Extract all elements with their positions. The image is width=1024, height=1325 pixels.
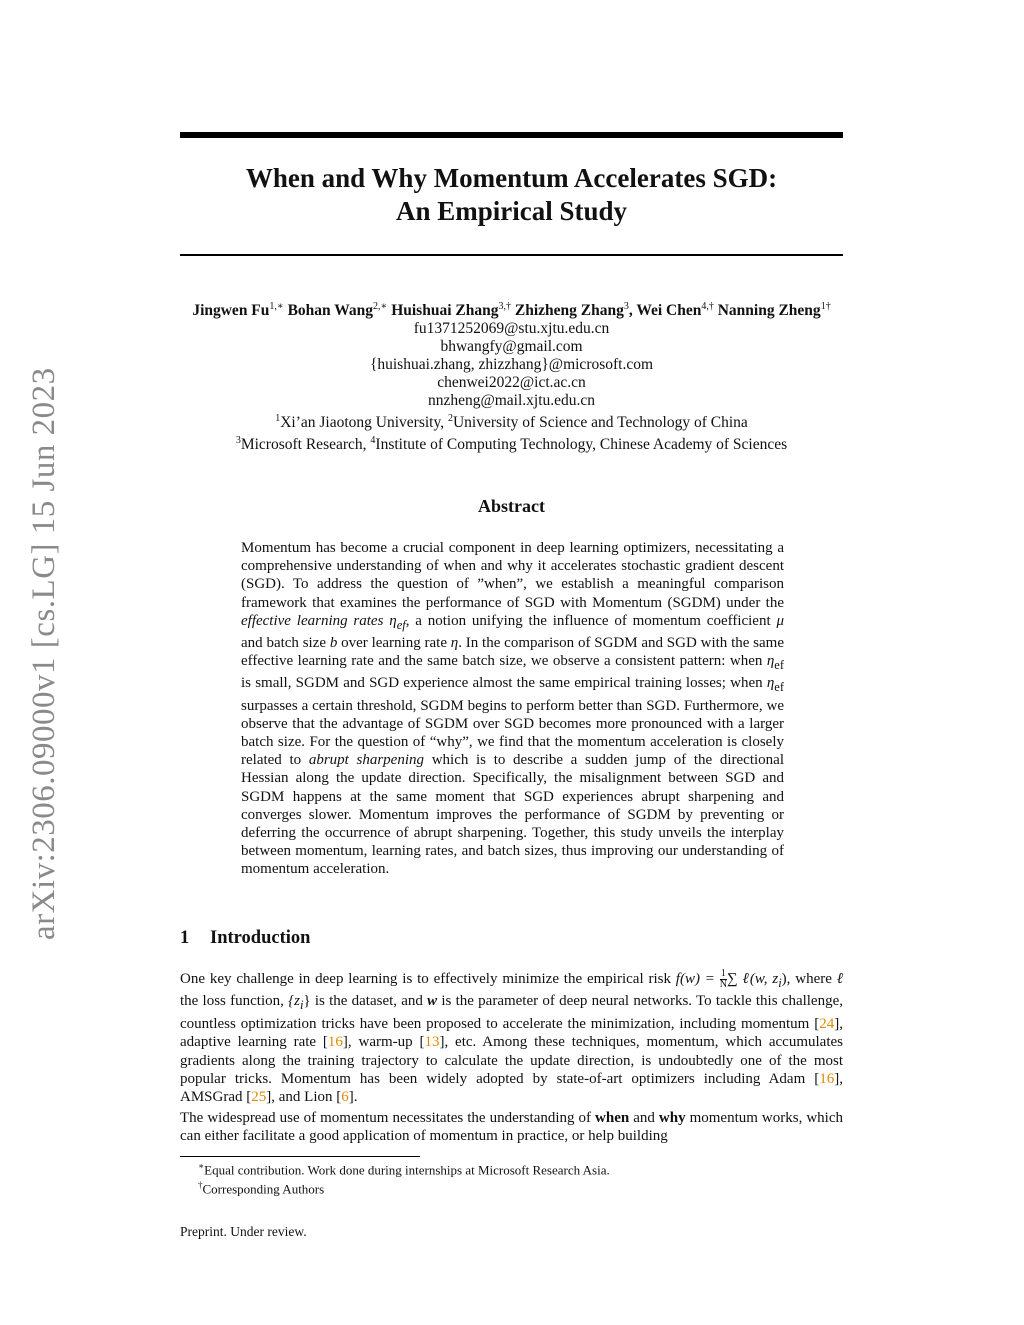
intro-p2-b: and: [629, 1110, 659, 1126]
abstract-part-4: over learning rate: [337, 635, 451, 652]
section-number: 1: [180, 928, 190, 948]
footnote-rule: [180, 1156, 420, 1157]
one-over-n-fraction: [720, 969, 727, 990]
eta-ef-1: η: [766, 653, 775, 670]
risk-formula-sum: ∑ ℓ(w, z: [727, 970, 779, 987]
affiliation-2: University of Science and Technology of China: [452, 414, 748, 432]
author-4-sup: 3: [623, 301, 629, 312]
paper-title: [180, 162, 843, 228]
frac-denominator: N: [719, 979, 727, 990]
citation-13[interactable]: 13: [424, 1034, 440, 1051]
intro-p1-j: ].: [348, 1089, 358, 1106]
arxiv-stamp: arXiv:2306.09000v1 [cs.LG] 15 Jun 2023: [26, 367, 62, 940]
aff-1-sup: 1: [275, 413, 281, 425]
dataset-set-end: }: [303, 993, 311, 1010]
citation-25[interactable]: 25: [251, 1089, 267, 1106]
email-2[interactable]: bhwangfy@gmail.com: [440, 338, 583, 356]
email-1[interactable]: fu1371252069@stu.xjtu.edu.cn: [413, 320, 610, 338]
risk-formula-sub: i: [778, 975, 782, 990]
citation-6[interactable]: 6: [341, 1089, 349, 1106]
intro-p1-h: ], AMSGrad [: [180, 1070, 843, 1106]
author-5: Wei Chen: [636, 302, 702, 320]
intro-p1-g: ], etc. Among these techniques, momentum, which accumulates gradients along the training trajectory to calculate the update direction, is undoubtedly one of the most popular tricks. Momentum has been widely adopted by state-of-art optimizers including Adam [: [180, 1034, 843, 1087]
abstract-part-5: . In the comparison of SGDM and SGD with the same effective learning rate and the same batch size, we observe a consistent pattern: when: [241, 635, 785, 670]
author-3-sup: 3,†: [498, 301, 511, 312]
footnote-2: [198, 1177, 324, 1197]
author-names: Jingwen $Fu^{1,∗}$ Bohan Wang$^{2,∗}$ Huishuai Zhang$^{3,\dagger}$ Zhizheng Zhang$^3$, Wei Chen$^{4,\dagger}$ Nanning Zheng$^{1\dagger}$: [192, 301, 831, 320]
effective-learning-rates-term: [241, 612, 406, 632]
title-line-2: An Empirical Study: [395, 196, 628, 226]
author-6: Nanning Zheng: [717, 302, 821, 320]
section-heading-introduction: [180, 928, 310, 949]
intro-p1-b: the loss function,: [180, 993, 289, 1010]
citation-16-adam[interactable]: 16: [819, 1070, 835, 1087]
footnote-1: [198, 1158, 610, 1178]
citation-24[interactable]: 24: [819, 1015, 835, 1032]
dataset-set-sub: i: [299, 998, 304, 1013]
title-top-rule: [180, 132, 843, 138]
intro-paragraph-2: [180, 1109, 843, 1146]
citation-16[interactable]: 16: [327, 1034, 343, 1051]
eta-symbol: η: [450, 635, 459, 652]
author-4: Zhizheng Zhang: [514, 302, 624, 320]
mu-symbol: μ: [776, 612, 784, 629]
section-title: Introduction: [210, 928, 311, 948]
bold-when: when: [595, 1110, 630, 1126]
author-2: Bohan Wang: [287, 302, 374, 320]
aff-2-sup: 2: [447, 413, 453, 425]
intro-p2-c: momentum works, which can either facilitate a good application of momentum in practice, or help building: [180, 1110, 843, 1145]
footnote-1-mark: ∗: [198, 1161, 205, 1171]
frac-numerator: 1: [720, 968, 726, 979]
intro-p1-d: is the parameter of deep neural networks. To tackle this challenge, countless optimization tricks have been proposed to accelerate the minimization, including momentum [: [180, 993, 843, 1032]
footnote-2-mark: †: [198, 1180, 203, 1190]
author-2-sup: 2,∗: [373, 301, 388, 312]
abstract-part-2: , a notion unifying the influence of momentum coefficient: [405, 612, 777, 629]
affiliation-1: Xi’an Jiaotong University,: [280, 414, 448, 432]
ell-symbol: ℓ: [836, 970, 843, 987]
abstract-heading: Abstract: [478, 496, 545, 516]
abstract-part-7: surpasses a certain threshold, SGDM begins to perform better than SGD. Furthermore, we observe that the advantage of SGDM over SGD becomes more pronounced with a larger batch size. For the question of “why”, we find that the momentum acceleration is closely related to: [241, 697, 784, 769]
bold-why: why: [658, 1110, 686, 1126]
author-1-sup: 1,∗: [269, 301, 284, 312]
aff-3-sup: 3: [235, 435, 241, 447]
b-symbol: b: [329, 635, 338, 652]
footnote-1-text: Equal contribution. Work done during internships at Microsoft Research Asia.: [204, 1162, 610, 1178]
abstract-text: [241, 539, 784, 879]
abstract-em-1: effective learning rates η: [241, 612, 397, 629]
abstract-part-3: and batch size: [241, 635, 330, 652]
preprint-footer: Preprint. Under review.: [180, 1224, 307, 1239]
abstract-part-6: is small, SGDM and SGD experience almost the same empirical training losses; when: [241, 675, 767, 692]
intro-p1-c: is the dataset, and: [310, 993, 428, 1010]
footnote-2-text: Corresponding Authors: [202, 1181, 325, 1197]
affiliation-3: Microsoft Research,: [240, 436, 371, 454]
title-line-1: When and Why Momentum Accelerates SGD:: [245, 163, 778, 193]
affiliations-line-1: [150, 410, 873, 432]
intro-paragraph-1: [180, 969, 843, 1107]
eta-ef-1-sub: ef: [774, 658, 784, 673]
affiliation-4: Institute of Computing Technology, Chinese Academy of Sciences: [375, 436, 788, 454]
abstract-part-1: Momentum has become a crucial component in deep learning optimizers, necessitating a comprehensive understanding of when and why it accelerates stochastic gradient descent (SGD). To address the question of ”when”, we establish a meaningful comparison framework that examines the performance of SGD with Momentum (SGDM) under the: [241, 540, 784, 611]
aff-4-sup: 4: [370, 435, 376, 447]
email-4[interactable]: chenwei2022@ict.ac.cn: [437, 374, 586, 392]
author-block: [150, 298, 873, 454]
abstract-part-8: which is to describe a sudden jump of the directional Hessian along the update direction. Specifically, the misalignment between SGD and SGDM happens at the same moment that SGD experiences abrupt sharpening and converges slower. Momentum improves the performance of SGDM by preventing or deferring the occurrence of abrupt sharpening. Together, this study unveils the interplay between momentum, learning rates, and batch sizes, thus improving our understanding of momentum acceleration.: [241, 752, 784, 878]
intro-p1-f: ], warm-up [: [342, 1034, 425, 1051]
eta-ef-2: η: [766, 675, 775, 692]
dataset-set: {z: [288, 993, 300, 1010]
intro-p2-a: The widespread use of momentum necessitates the understanding of: [180, 1110, 596, 1126]
intro-p1-i: ], and Lion [: [266, 1089, 342, 1106]
email-3[interactable]: {huishuai.zhang, zhizzhang}@microsoft.com: [369, 356, 654, 374]
intro-p1-a: One key challenge in deep learning is to effectively minimize the empirical risk: [180, 970, 676, 987]
risk-formula-lhs: f(w) =: [675, 970, 720, 987]
abrupt-sharpening-term: abrupt sharpening: [308, 752, 425, 769]
intro-p1-e: ], adaptive learning rate [: [180, 1015, 843, 1051]
abstract-em-1-sub: ef: [396, 617, 406, 632]
title-bottom-rule: [180, 254, 843, 256]
author-6-sup: 1†: [820, 301, 831, 312]
eta-ef-2-sub: ef: [774, 680, 784, 695]
affiliations-line-2: [150, 432, 873, 454]
author-5-sup: 4,†: [701, 301, 714, 312]
author-1: Jingwen Fu: [192, 302, 270, 320]
author-3: Huishuai Zhang: [391, 302, 499, 320]
email-5[interactable]: nnzheng@mail.xjtu.edu.cn: [427, 392, 596, 410]
intro-p1-where: ), where: [781, 970, 837, 987]
w-symbol: w: [427, 993, 438, 1010]
